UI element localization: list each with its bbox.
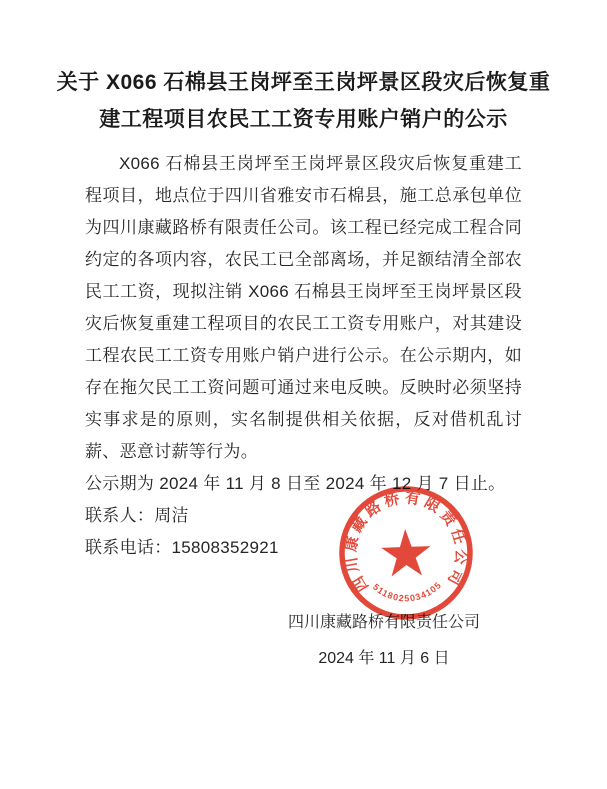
signature-company: 四川康藏路桥有限责任公司 <box>287 614 480 631</box>
notice-title: 关于 X066 石棉县王岗坪至王岗坪景区段灾后恢复重建工程项目农民工工资专用账户销户的公示 <box>56 71 551 131</box>
signature-date: 2024 年 11 月 6 日 <box>318 650 450 667</box>
seal-number-text: 5118025034105 <box>370 579 444 604</box>
contact-phone-line: 联系电话：15808352921 <box>85 538 279 557</box>
publicity-period-line: 公示期为 2024 年 11 月 8 日至 2024 年 12 月 7 日止。 <box>85 474 506 493</box>
notice-content <box>0 148 607 674</box>
notice-body-paragraph: X066 石棉县王岗坪至王岗坪景区段灾后恢复重建工程项目，地点位于四川省雅安市石棉县，施工总承包单位为四川康藏路桥有限责任公司。该工程已经完成工程合同约定的各项内容，农民工已全部离场，并足额结清全部农民工工资，现拟注销 X066 石棉县王岗坪至王岗坪景区段灾后恢复重建工程项目的农民工工资专用账户，对其建设工程农民工工资专用账户销户进行公示。在公示期内，如存在拖欠民工工资问题可通过来电反映。反映时必须坚持实事求是的原则，实名制提供相关依据，反对借机乱讨薪、恶意讨薪等行为。 <box>85 154 522 461</box>
seal-company-text: 四川康藏路桥有限责任公司 <box>343 490 469 594</box>
signature-block <box>288 608 480 674</box>
contact-person-line: 联系人：周洁 <box>85 506 189 525</box>
